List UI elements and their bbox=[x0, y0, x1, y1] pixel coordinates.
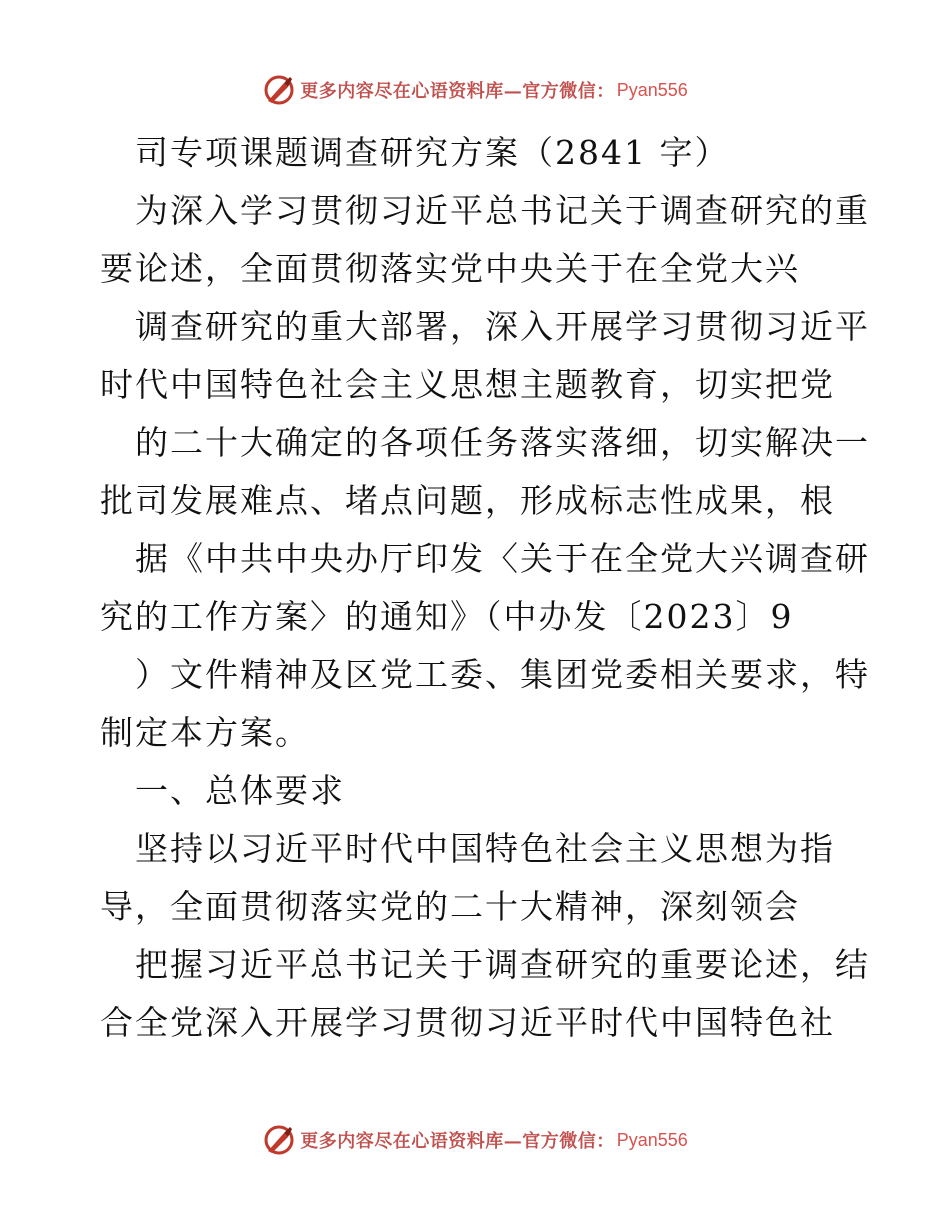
footer-banner-text: 更多内容尽在心语资料库—官方微信： bbox=[300, 1131, 615, 1152]
pen-logo-icon bbox=[262, 73, 296, 107]
header-wechat-id: Pyan556 bbox=[616, 79, 688, 100]
footer-watermark-banner bbox=[0, 1120, 950, 1160]
doc-line: ）文件精神及区党工委、集团党委相关要求，特 bbox=[135, 655, 870, 694]
footer-wechat-id: Pyan556 bbox=[616, 1129, 688, 1150]
doc-line: 为深入学习贯彻习近平总书记关于调查研究的重 bbox=[135, 191, 870, 230]
doc-line: 据《中共中央办厅印发〈关于在全党大兴调查研 bbox=[135, 539, 870, 578]
doc-line: 导，全面贯彻落实党的二十大精神，深刻领会 bbox=[100, 887, 800, 926]
section-heading: 一、总体要求 bbox=[135, 771, 345, 810]
pen-logo-icon bbox=[262, 1123, 296, 1157]
doc-line: 批司发展难点、堵点问题，形成标志性成果，根 bbox=[100, 481, 835, 520]
doc-line: 合全党深入开展学习贯彻习近平时代中国特色社 bbox=[100, 1003, 835, 1042]
doc-line: 制定本方案。 bbox=[100, 713, 310, 752]
doc-line: 究的工作方案〉的通知》（中办发〔2023〕9 bbox=[100, 597, 794, 636]
doc-line: 坚持以习近平时代中国特色社会主义思想为指 bbox=[135, 829, 835, 868]
header-banner-text: 更多内容尽在心语资料库—官方微信： bbox=[300, 81, 615, 102]
header-watermark-banner bbox=[0, 70, 950, 110]
doc-title-line: 司专项课题调查研究方案（2841 字） bbox=[135, 133, 730, 172]
doc-line: 把握习近平总书记关于调查研究的重要论述，结 bbox=[135, 945, 870, 984]
document-body bbox=[100, 124, 870, 1052]
doc-line: 要论述，全面贯彻落实党中央关于在全党大兴 bbox=[100, 249, 800, 288]
doc-line: 的二十大确定的各项任务落实落细，切实解决一 bbox=[135, 423, 870, 462]
doc-line: 时代中国特色社会主义思想主题教育，切实把党 bbox=[100, 365, 835, 404]
doc-line: 调查研究的重大部署，深入开展学习贯彻习近平 bbox=[135, 307, 870, 346]
